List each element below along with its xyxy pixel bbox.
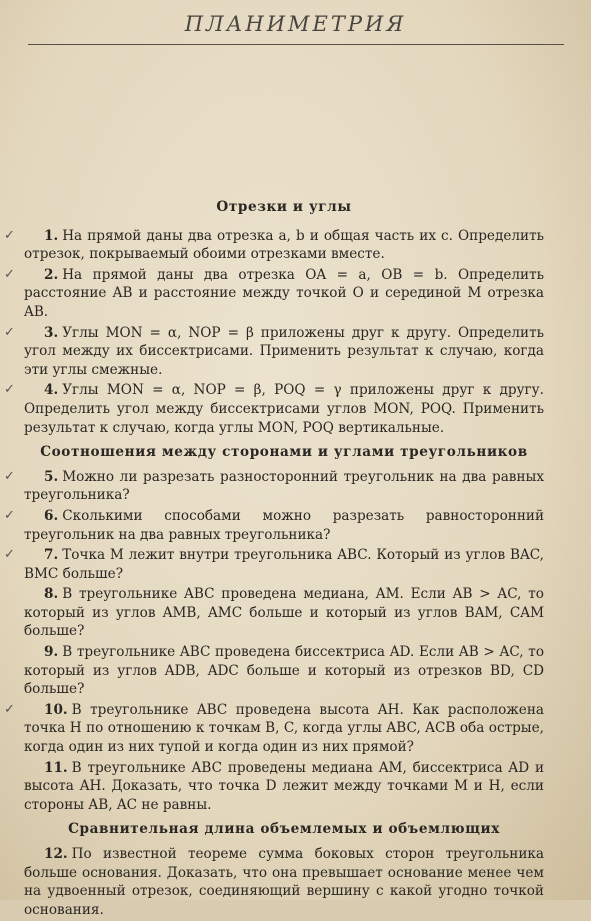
problem-text: На прямой даны два отрезка a, b и общая часть их c. Определить отрезок, покрываемый обоими отрезками вместе. [24,227,544,263]
check-mark: ✓ [4,701,15,717]
problem-number: 3. [44,324,59,341]
problem-number: 1. [44,227,59,244]
problem-text: Углы MON = α, NOP = β, POQ = γ приложены друг к другу. Определить угол между биссектрисами углов MON, POQ. Применить результат к случаю, когда углы MON, POQ вертикальные. [24,382,544,436]
problem-1 [4,227,544,264]
problem-number: 10. [44,701,68,718]
problem-text: На прямой даны два отрезка OA = a, OB = b. Определить расстояние AB и расстояние между точкой O и серединой M отрезка AB. [24,266,544,320]
problem-number: 11. [44,759,68,776]
problem-4 [4,381,544,437]
problem-number: 8. [44,586,59,603]
problem-5 [4,468,544,505]
problem-12 [24,845,544,919]
section-title: Соотношения между сторонами и углами треугольников [40,444,528,461]
check-mark: ✓ [4,266,15,282]
problem-text: Углы MON = α, NOP = β приложены друг к другу. Определить угол между их биссектрисами. Применить результат к случаю, когда эти углы смежные. [24,324,544,378]
problem-6 [4,507,544,544]
check-mark: ✓ [4,547,15,563]
problem-8 [24,585,544,641]
problem-number: 4. [44,382,59,399]
header-rule [28,44,564,45]
problem-number: 2. [44,266,59,283]
problem-text: По известной теореме сумма боковых сторон треугольника больше основания. Доказать, что она превышает основание менее чем на удвоенный отрезок, соединяющий вершину с какой угодно точкой основания. [24,846,544,918]
problem-text: Можно ли разрезать разносторонний треугольник на два равных треугольника? [24,468,544,504]
problem-11 [24,759,544,815]
check-mark: ✓ [4,468,15,484]
problem-number: 5. [44,468,59,485]
check-mark: ✓ [4,507,15,523]
problem-7 [4,546,544,583]
section-title: Сравнительная длина объемлемых и объемлющих [68,821,500,838]
check-mark: ✓ [4,382,15,398]
section-title: Отрезки и углы [216,199,352,215]
problem-text: Сколькими способами можно разрезать равносторонний треугольник на два равных треугольника? [24,507,544,543]
check-mark: ✓ [4,227,15,243]
problem-10 [4,701,544,757]
problem-2 [4,266,544,322]
page-header-title: ПЛАНИМЕТРИЯ [184,12,407,36]
problem-text: В треугольнике ABC проведена медиана, AM. Если AB > AC, то который из углов AMB, AMC больше и который из углов BAM, CAM больше? [24,586,544,640]
problem-number: 9. [44,644,59,661]
problem-number: 7. [44,547,59,564]
problem-9 [24,643,544,699]
problem-text: Точка M лежит внутри треугольника ABC. Который из углов BAC, BMC больше? [24,547,544,582]
problem-number: 6. [44,507,59,524]
problem-3 [4,324,544,380]
page-content [4,198,544,921]
problem-text: В треугольнике ABC проведены медиана AM, биссектриса AD и высота AH. Доказать, что точка D лежит между точками M и H, если стороны AB, AC не равны. [24,759,544,813]
problem-text: В треугольнике ABC проведена высота AH. Как расположена точка H по отношению к точкам B, C, когда углы ABC, ACB оба острые, когда один из них тупой и когда один из них прямой? [24,701,544,756]
check-mark: ✓ [4,324,15,340]
problem-number: 12. [44,846,68,862]
problem-text: В треугольнике ABC проведена биссектриса AD. Если AB > AC, то который из углов ADB, ADC больше и который из отрезков BD, CD больше? [24,644,544,698]
